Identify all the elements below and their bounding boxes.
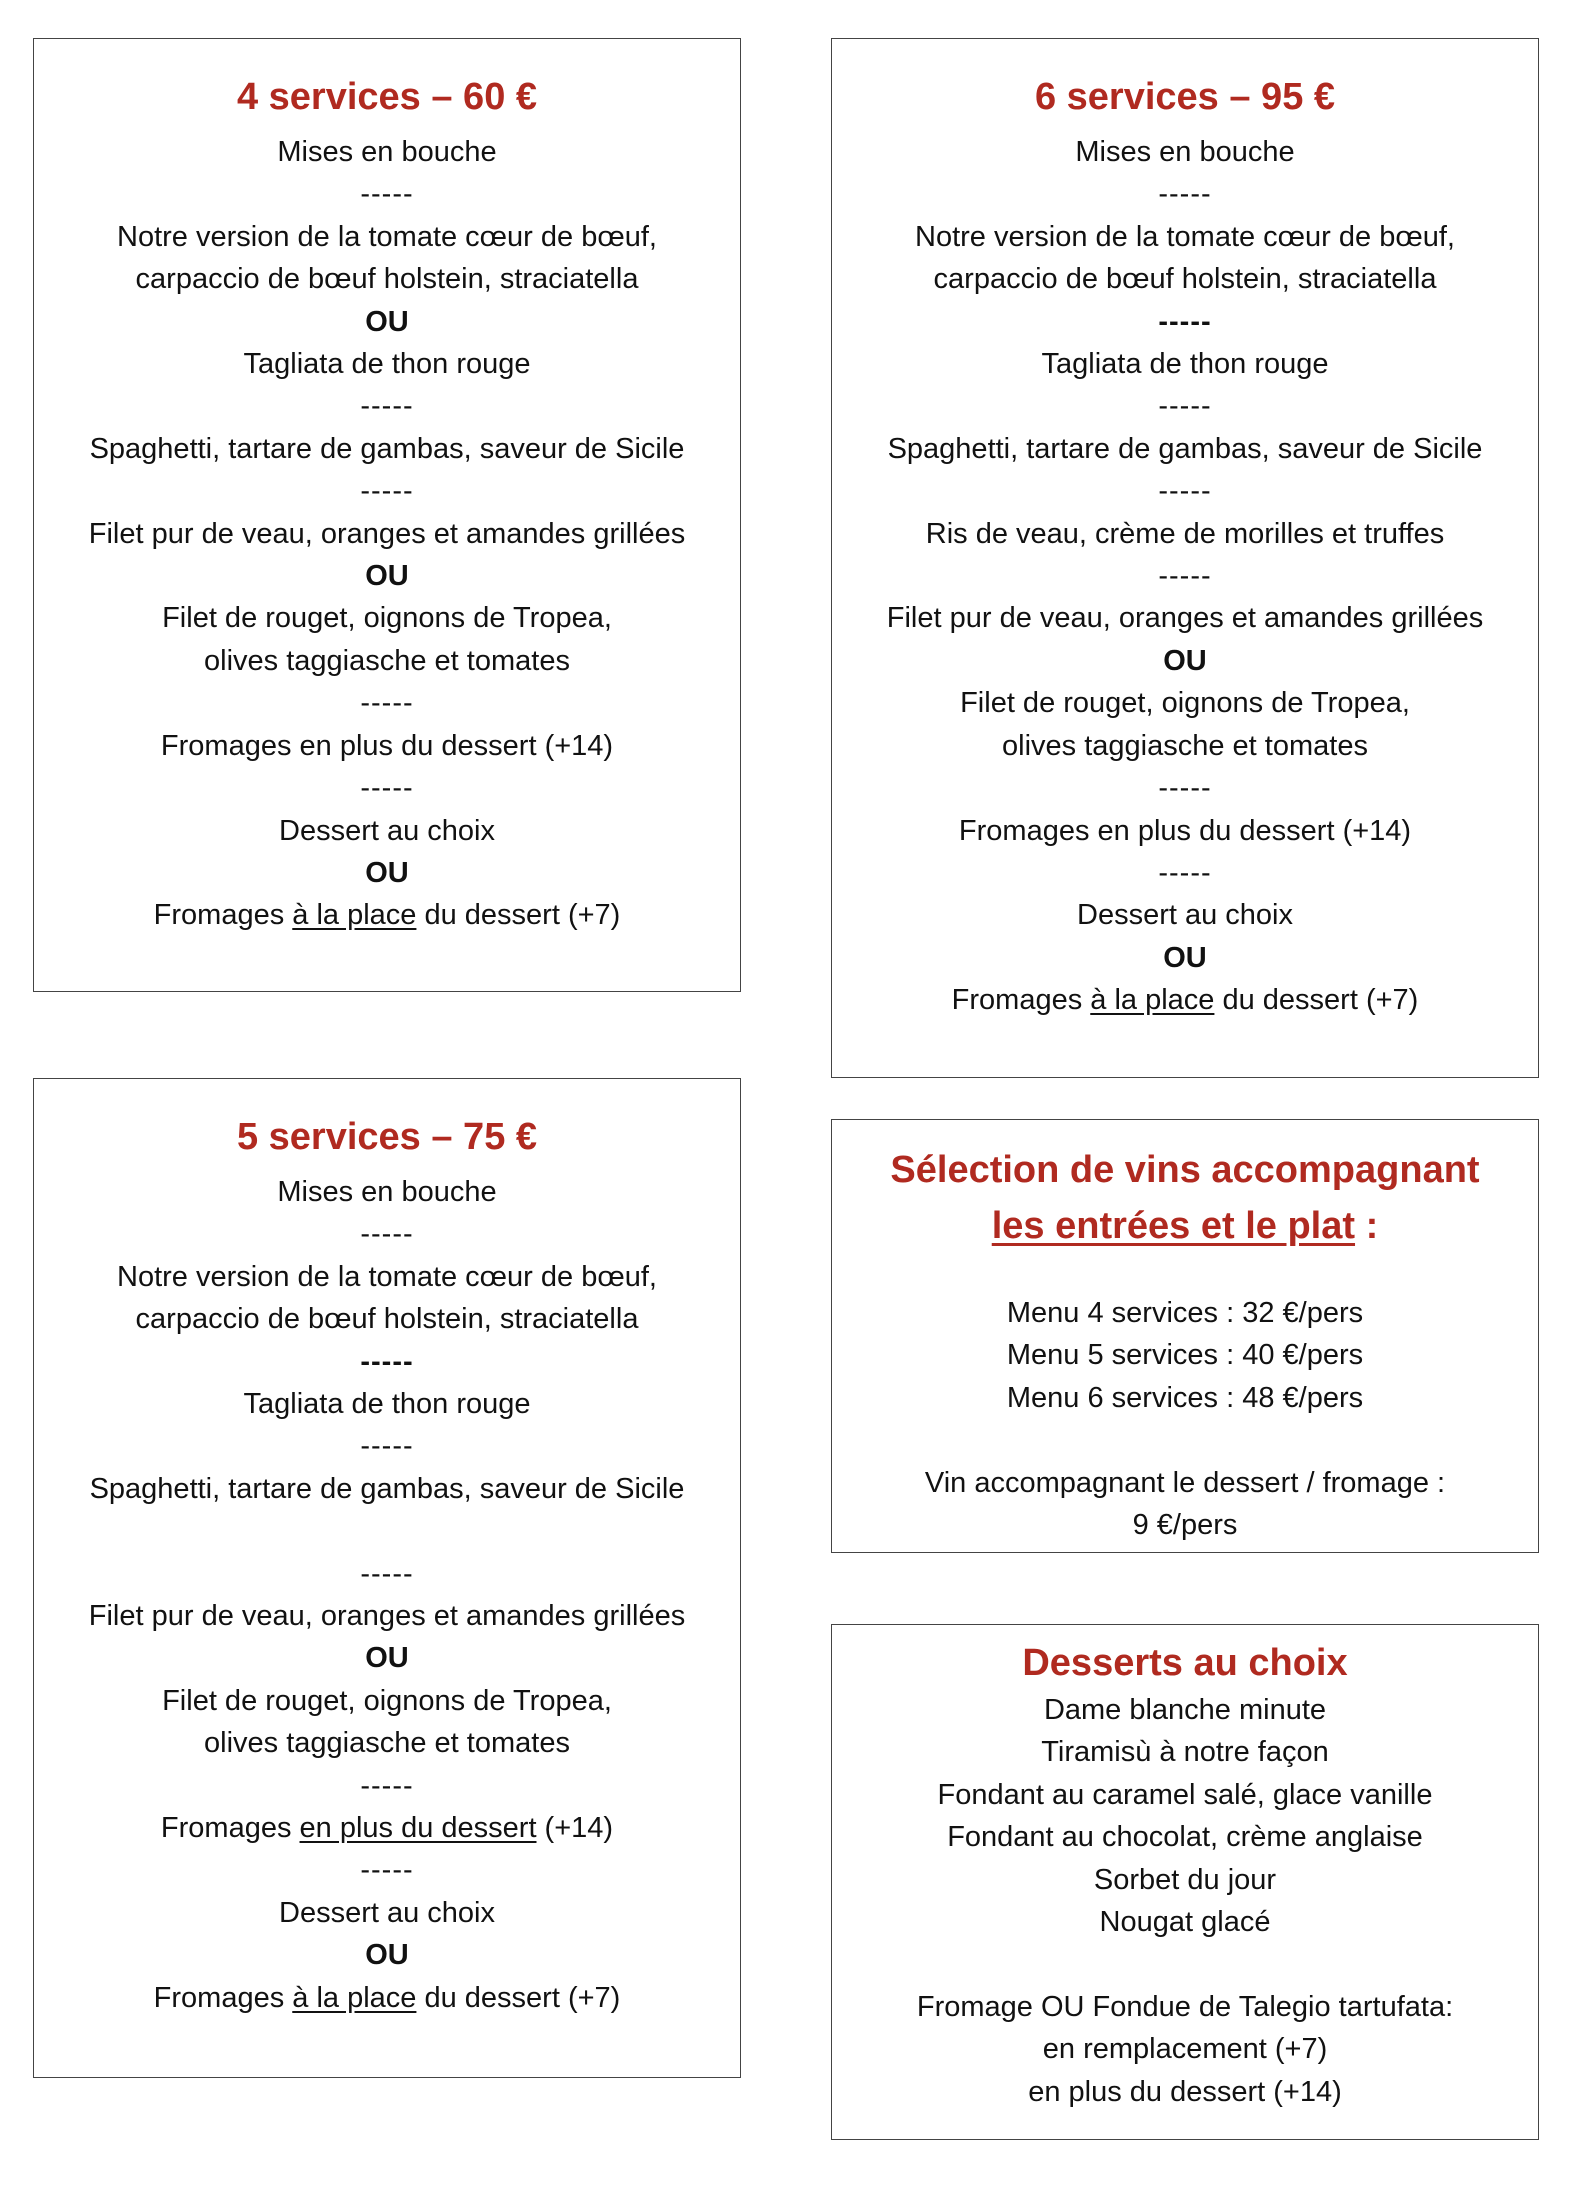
separator: ----- — [360, 772, 414, 805]
separator: ----- — [360, 178, 414, 211]
separator: ----- — [360, 390, 414, 423]
blank-line — [34, 1510, 740, 1552]
menu-4-services — [33, 38, 741, 992]
course-rouget: Filet de rouget, oignons de Tropea, — [162, 1684, 612, 1717]
course-spaghetti: Spaghetti, tartare de gambas, saveur de Sicile — [887, 432, 1483, 465]
underlined-text: à la place — [1090, 984, 1215, 1017]
separator: ----- — [1158, 178, 1212, 211]
underlined-text: les entrées et le plat — [991, 1205, 1356, 1247]
course-fromages-plus: Fromages en plus du dessert (+14) — [160, 729, 614, 762]
or-label: OU — [365, 305, 409, 338]
menu-title: 5 services – 75 € — [236, 1116, 538, 1158]
blank-line — [832, 1943, 1538, 1985]
desserts-title: Desserts au choix — [1022, 1642, 1348, 1684]
dessert-item: Tiramisù à notre façon — [1041, 1736, 1329, 1769]
underlined-text: à la place — [292, 899, 417, 932]
wine-menu-6: Menu 6 services : 48 €/pers — [1006, 1381, 1364, 1414]
separator: ----- — [360, 1345, 414, 1378]
course-tomate-detail: carpaccio de bœuf holstein, straciatella — [135, 1303, 639, 1336]
text: du dessert (+7) — [1214, 984, 1419, 1017]
separator: ----- — [360, 1218, 414, 1251]
course-mises: Mises en bouche — [1075, 136, 1295, 168]
wine-title-line2 — [832, 1198, 1538, 1254]
text: Fromages — [160, 1812, 300, 1845]
course-fromages-place — [34, 1977, 740, 2019]
course-rouget: Filet de rouget, oignons de Tropea, — [162, 602, 612, 635]
separator: ----- — [1158, 772, 1212, 805]
wine-dessert-price: 9 €/pers — [1132, 1509, 1238, 1542]
text: Fromages — [153, 899, 293, 932]
text: Fromages — [153, 1981, 293, 2014]
course-tomate: Notre version de la tomate cœur de bœuf, — [915, 220, 1455, 253]
wine-dessert: Vin accompagnant le dessert / fromage : — [924, 1466, 1446, 1499]
dessert-item: Fondant au caramel salé, glace vanille — [937, 1778, 1433, 1811]
wine-title — [832, 1142, 1538, 1254]
course-fromages-plus: Fromages en plus du dessert (+14) — [958, 814, 1412, 847]
separator: ----- — [360, 475, 414, 508]
fromage-replacement: en remplacement (+7) — [1042, 2033, 1328, 2066]
course-veau: Filet pur de veau, oranges et amandes grillées — [886, 602, 1484, 635]
course-dessert: Dessert au choix — [279, 1896, 495, 1929]
menu-title: 6 services – 95 € — [1034, 76, 1336, 118]
course-mises: Mises en bouche — [277, 1176, 497, 1208]
separator: ----- — [1158, 475, 1212, 508]
separator: ----- — [1158, 305, 1212, 338]
course-fromages-place — [34, 894, 740, 936]
course-veau: Filet pur de veau, oranges et amandes grillées — [88, 1600, 686, 1633]
course-rouget-detail: olives taggiasche et tomates — [1002, 729, 1368, 762]
separator: ----- — [1158, 856, 1212, 889]
desserts-box — [831, 1624, 1539, 2140]
or-label: OU — [365, 856, 409, 889]
course-fromages-plus — [34, 1807, 740, 1849]
course-fromages-place — [832, 979, 1538, 1021]
course-spaghetti: Spaghetti, tartare de gambas, saveur de Sicile — [89, 1472, 685, 1505]
course-thon: Tagliata de thon rouge — [243, 1388, 531, 1421]
wine-selection — [831, 1119, 1539, 1553]
or-label: OU — [365, 1939, 409, 1972]
menu-6-services — [831, 38, 1539, 1078]
text: (+14) — [536, 1812, 614, 1845]
course-rouget-detail: olives taggiasche et tomates — [204, 644, 570, 677]
dessert-item: Sorbet du jour — [1093, 1863, 1277, 1896]
course-dessert: Dessert au choix — [1077, 899, 1293, 932]
underlined-text: en plus du dessert — [299, 1812, 537, 1845]
course-mises: Mises en bouche — [277, 136, 497, 168]
blank-line — [832, 1419, 1538, 1461]
or-label: OU — [1163, 644, 1207, 677]
course-spaghetti: Spaghetti, tartare de gambas, saveur de Sicile — [89, 432, 685, 465]
course-thon: Tagliata de thon rouge — [1041, 348, 1329, 381]
separator: ----- — [360, 1769, 414, 1802]
separator: ----- — [360, 687, 414, 720]
separator: ----- — [360, 1557, 414, 1590]
or-label: OU — [365, 1642, 409, 1675]
dessert-item: Nougat glacé — [1099, 1906, 1271, 1939]
menu-title: 4 services – 60 € — [236, 76, 538, 118]
course-tomate: Notre version de la tomate cœur de bœuf, — [117, 1260, 657, 1293]
text: du dessert (+7) — [416, 899, 621, 932]
wine-menu-5: Menu 5 services : 40 €/pers — [1006, 1339, 1364, 1372]
text: du dessert (+7) — [416, 1981, 621, 2014]
course-ris: Ris de veau, crème de morilles et truffes — [925, 517, 1445, 550]
dessert-item: Fondant au chocolat, crème anglaise — [947, 1821, 1423, 1854]
course-dessert: Dessert au choix — [279, 814, 495, 847]
separator: ----- — [360, 1430, 414, 1463]
course-thon: Tagliata de thon rouge — [243, 348, 531, 381]
course-rouget-detail: olives taggiasche et tomates — [204, 1727, 570, 1760]
wine-menu-4: Menu 4 services : 32 €/pers — [1006, 1297, 1364, 1329]
course-rouget: Filet de rouget, oignons de Tropea, — [960, 687, 1410, 720]
underlined-text: à la place — [292, 1981, 417, 2014]
fromage-option: Fromage OU Fondue de Talegio tartufata: — [916, 1990, 1454, 2023]
or-label: OU — [1163, 941, 1207, 974]
course-veau: Filet pur de veau, oranges et amandes grillées — [88, 517, 686, 550]
text: Fromages — [951, 984, 1091, 1017]
course-tomate: Notre version de la tomate cœur de bœuf, — [117, 220, 657, 253]
course-tomate-detail: carpaccio de bœuf holstein, straciatella — [135, 263, 639, 296]
separator: ----- — [360, 1854, 414, 1887]
or-label: OU — [365, 560, 409, 593]
menu-5-services — [33, 1078, 741, 2078]
text: : — [1355, 1205, 1379, 1247]
course-tomate-detail: carpaccio de bœuf holstein, straciatella — [933, 263, 1437, 296]
separator: ----- — [1158, 390, 1212, 423]
fromage-extra: en plus du dessert (+14) — [1028, 2075, 1342, 2108]
separator: ----- — [1158, 560, 1212, 593]
dessert-item: Dame blanche minute — [1043, 1694, 1327, 1726]
wine-title-line1: Sélection de vins accompagnant — [890, 1149, 1480, 1191]
